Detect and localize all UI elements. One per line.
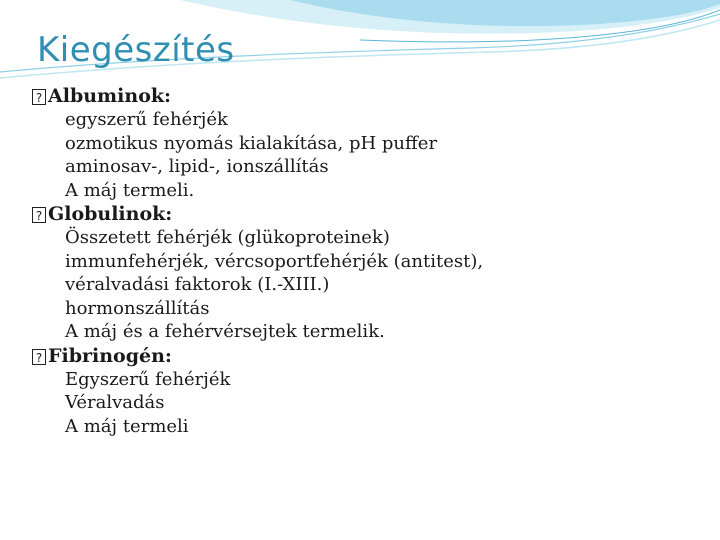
heading-text: Globulinok: [48, 203, 173, 225]
body-line: Összetett fehérjék (glükoproteinek) [65, 227, 390, 248]
body-line: A máj termeli [65, 415, 189, 437]
slide-content [32, 84, 692, 438]
body-line: véralvadási faktorok (I.-XIII.) [65, 274, 330, 295]
bullet-icon: ? [32, 89, 46, 105]
body-line: immunfehérjék, vércsoportfehérjék (antitest), [65, 250, 484, 272]
body-line: ozmotikus nyomás kialakítása, pH puffer [65, 132, 438, 154]
body-line: egyszerű fehérjék [65, 109, 228, 130]
body-line: Véralvadás [65, 392, 165, 413]
section-globulinok [32, 202, 692, 344]
slide-title: Kiegészítés [37, 30, 235, 70]
bullet-icon: ? [32, 207, 46, 223]
section-fibrinogen [32, 344, 692, 439]
bullet-icon: ? [32, 349, 46, 365]
body-line: A máj termeli. [65, 179, 195, 201]
section-heading [32, 84, 692, 108]
section-heading [32, 344, 692, 368]
section-albuminok [32, 84, 692, 202]
heading-text: Albuminok: [48, 85, 172, 107]
heading-text: Fibrinogén: [48, 344, 172, 367]
body-line: aminosav-, lipid-, ionszállítás [65, 156, 329, 177]
body-line: A máj és a fehérvérsejtek termelik. [65, 321, 385, 342]
body-line: Egyszerű fehérjék [65, 368, 231, 390]
section-heading [32, 202, 692, 226]
body-line: hormonszállítás [65, 297, 210, 319]
